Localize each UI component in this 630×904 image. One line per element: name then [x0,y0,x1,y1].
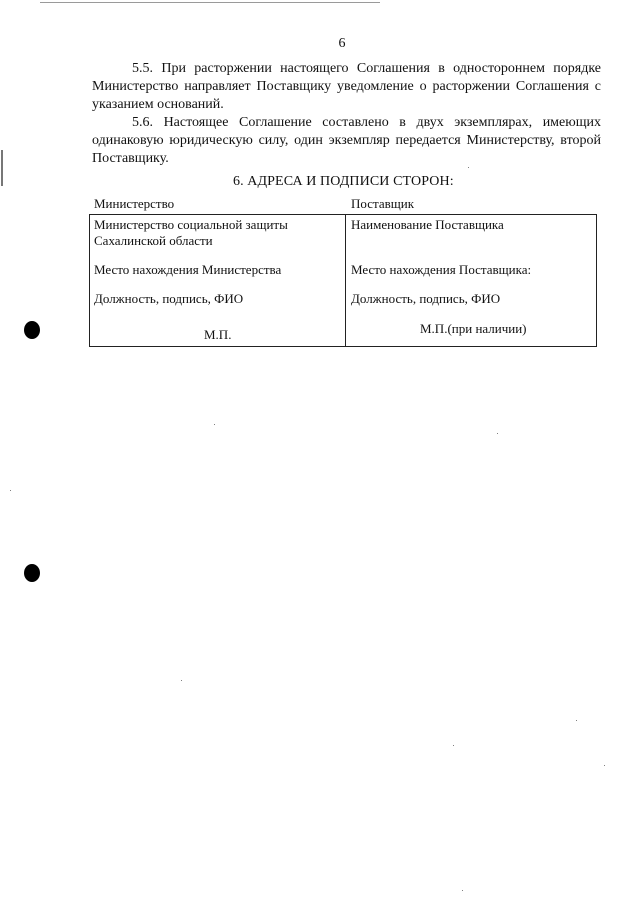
scan-speck [462,890,463,891]
clause-5-5-line-3: указанием оснований. [92,97,224,112]
clause-5-6-line-1: 5.6. Настоящее Соглашение составлено в двух экземплярах, имеющих [132,115,601,130]
supplier-location-label: Место нахождения Поставщика: [351,262,532,277]
supplier-column-label: Поставщик [351,196,415,211]
ministry-location-label: Место нахождения Министерства [94,262,282,277]
scan-speck [181,680,182,681]
clause-5-6-paragraph [92,114,601,168]
scan-speck [468,167,469,168]
scan-speck [10,490,11,491]
scan-speck [497,433,498,434]
punch-hole-lower [24,564,40,582]
scan-speck [214,424,215,425]
supplier-signature-label: Должность, подпись, ФИО [351,291,501,306]
scan-speck [576,720,577,721]
ministry-name-line-1: Министерство социальной защиты [94,217,288,232]
scan-speck [453,745,454,746]
clause-5-5-line-2: Министерство направляет Поставщику уведомление о расторжении Соглашения с [92,79,601,94]
signatures-table-divider [345,214,346,347]
clause-5-5-paragraph [92,60,601,114]
scan-speck [604,765,605,766]
ministry-name-line-2: Сахалинской области [94,233,213,248]
page-number: 6 [338,36,346,51]
scan-top-edge-line [40,2,380,3]
section-6-heading: 6. АДРЕСА И ПОДПИСИ СТОРОН: [233,174,454,189]
clause-5-6-line-2: одинаковую юридическую силу, один экземпляр передается Министерству, второй [92,133,601,148]
ministry-name-cell [94,217,288,249]
scan-edge-mark [1,150,3,186]
clause-5-5-line-1: 5.5. При расторжении настоящего Соглашения в одностороннем порядке [132,61,601,76]
ministry-column-label: Министерство [94,196,175,211]
clause-5-6-line-3: Поставщику. [92,151,169,166]
ministry-stamp-label: М.П. [204,327,232,342]
punch-hole-upper [24,321,40,339]
supplier-stamp-label: М.П.(при наличии) [420,321,527,336]
ministry-signature-label: Должность, подпись, ФИО [94,291,244,306]
supplier-name-label: Наименование Поставщика [351,217,504,232]
